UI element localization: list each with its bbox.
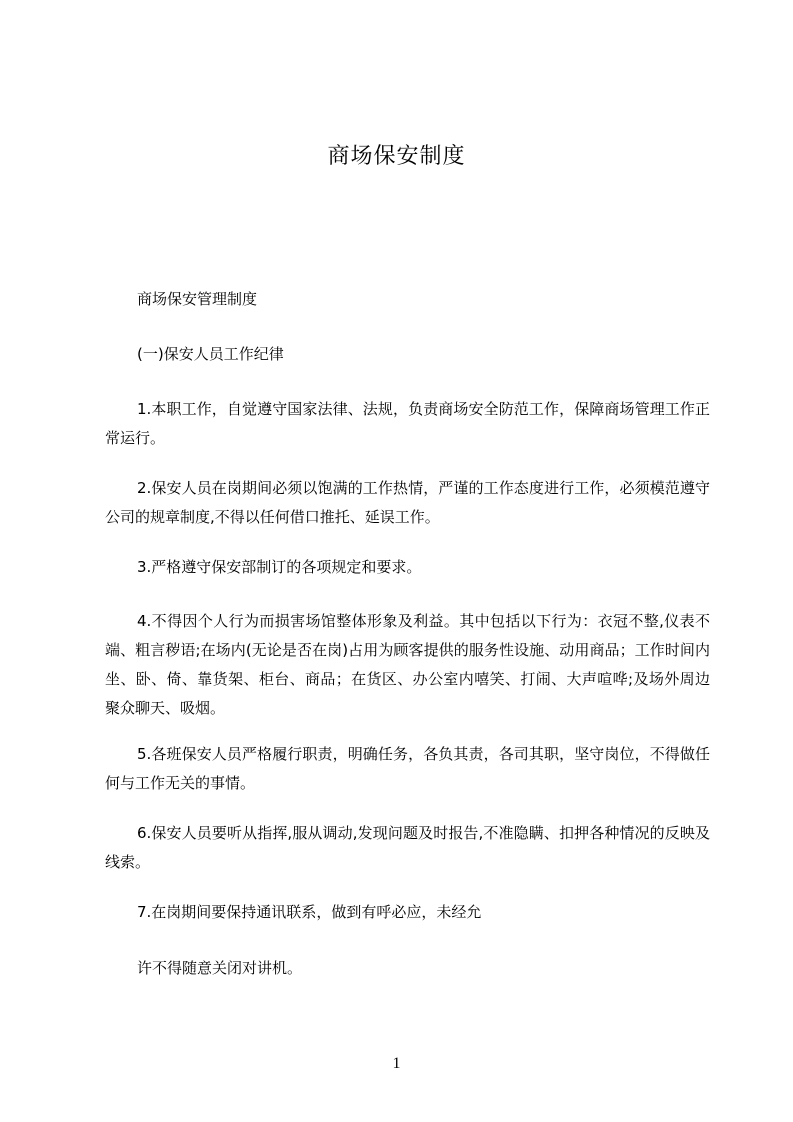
page-number: 1 [392,1055,401,1072]
paragraph-7: 7.在岗期间要保持通讯联系，做到有呼必应，未经允 [137,903,482,921]
paragraph-5: 5.各班保安人员严格履行职责，明确任务，各负其责，各司其职，坚守岗位，不得做任何与工作无关的事情。 [105,745,710,792]
subsection-heading: (一)保安人员工作纪律 [137,345,284,363]
paragraph-2: 2.保安人员在岗期间必须以饱满的工作热情，严谨的工作态度进行工作，必须模范遵守公司的规章制度,不得以任何借口推托、延误工作。 [105,479,710,526]
paragraph-6: 6.保安人员要听从指挥,服从调动,发现问题及时报告,不准隐瞒、扣押各种情况的反映及线索。 [105,824,710,871]
paragraph-4: 4.不得因个人行为而损害场馆整体形象及利益。其中包括以下行为：衣冠不整,仪表不端、粗言秽语;在场内(无论是否在岗)占用为顾客提供的服务性设施、动用商品；工作时间内坐、卧、倚、靠货架、柜台、商品；在货区、办公室内嘻笑、打闹、大声喧哗;及场外周边聚众聊天、吸烟。 [105,612,710,717]
paragraph-3: 3.严格遵守保安部制订的各项规定和要求。 [137,558,422,576]
paragraph-8: 许不得随意关闭对讲机。 [137,959,303,977]
document-title: 商场保安制度 [327,144,466,169]
section-heading: 商场保安管理制度 [137,290,258,308]
paragraph-1: 1.本职工作，自觉遵守国家法律、法规，负责商场安全防范工作，保障商场管理工作正常运行。 [105,400,710,447]
